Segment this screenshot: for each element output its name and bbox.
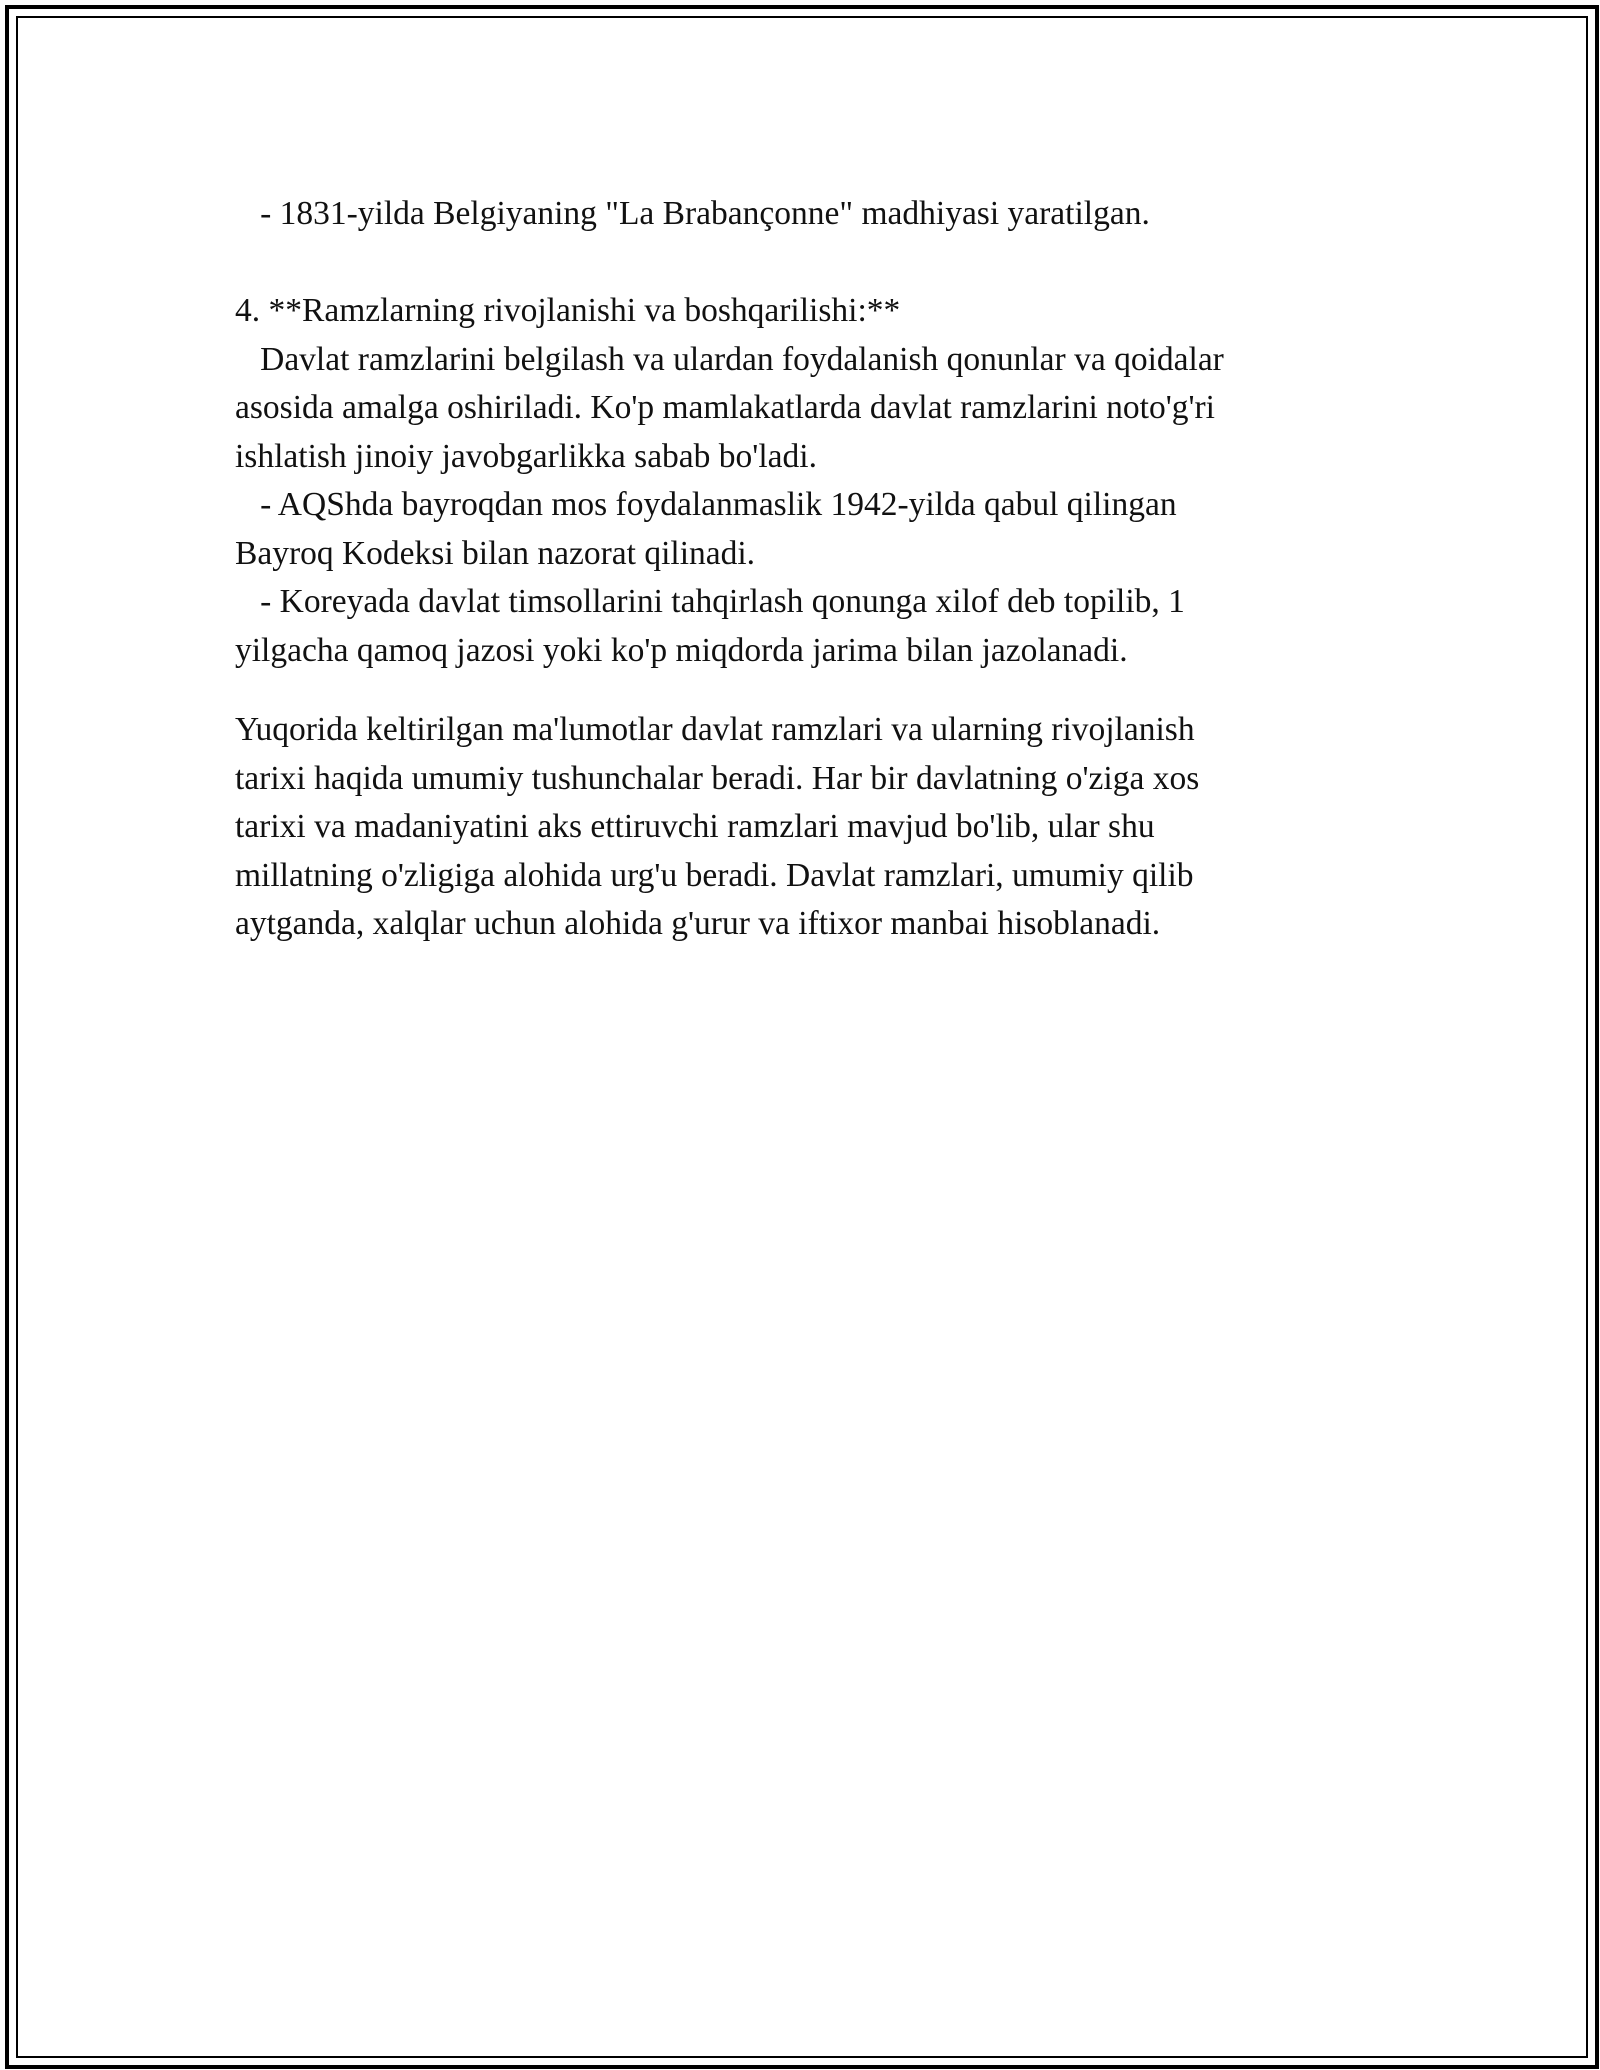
bullet-belgium: - 1831-yilda Belgiyaning "La Brabançonne" madhiyasi yaratilgan. (235, 195, 1150, 232)
conclusion-line: millatning o'zligiga alohida urg'u beradi. Davlat ramzlari, umumiy qilib (235, 856, 1194, 894)
blank-line (235, 239, 1365, 288)
paragraph-gap (235, 675, 1365, 706)
section-4-body-line: Davlat ramzlarini belgilash va ulardan foydalanish qonunlar va qoidalar (235, 340, 1224, 378)
bullet-usa-line: Bayroq Kodeksi bilan nazorat qilinadi. (235, 534, 756, 572)
document-body (235, 190, 1365, 949)
section-4-body-line: asosida amalga oshiriladi. Ko'p mamlakatlarda davlat ramzlarini noto'g'ri (235, 389, 1215, 426)
conclusion-paragraph (235, 706, 1365, 949)
section-4-heading: 4. **Ramzlarning rivojlanishi va boshqarilishi:** (235, 292, 901, 329)
bullet-korea-line: yilgacha qamoq jazosi yoki ko'p miqdorda jarima bilan jazolanadi. (235, 631, 1128, 669)
section-4-body-line: ishlatish jinoiy javobgarlikka sabab bo'ladi. (235, 437, 817, 475)
bullet-usa-line: - AQShda bayroqdan mos foydalanmaslik 1942-yilda qabul qilingan (235, 486, 1177, 523)
conclusion-line: tarixi va madaniyatini aks ettiruvchi ramzlari mavjud bo'lib, ular shu (235, 808, 1155, 845)
section-4 (235, 287, 1365, 675)
bullet-korea-line: - Koreyada davlat timsollarini tahqirlash qonunga xilof deb topilib, 1 (235, 583, 1185, 620)
conclusion-line: Yuqorida keltirilgan ma'lumotlar davlat ramzlari va ularning rivojlanish (235, 711, 1195, 748)
conclusion-line: tarixi haqida umumiy tushunchalar beradi. Har bir davlatning o'ziga xos (235, 759, 1200, 797)
conclusion-line: aytganda, xalqlar uchun alohida g'urur va iftixor manbai hisoblanadi. (235, 905, 1161, 942)
